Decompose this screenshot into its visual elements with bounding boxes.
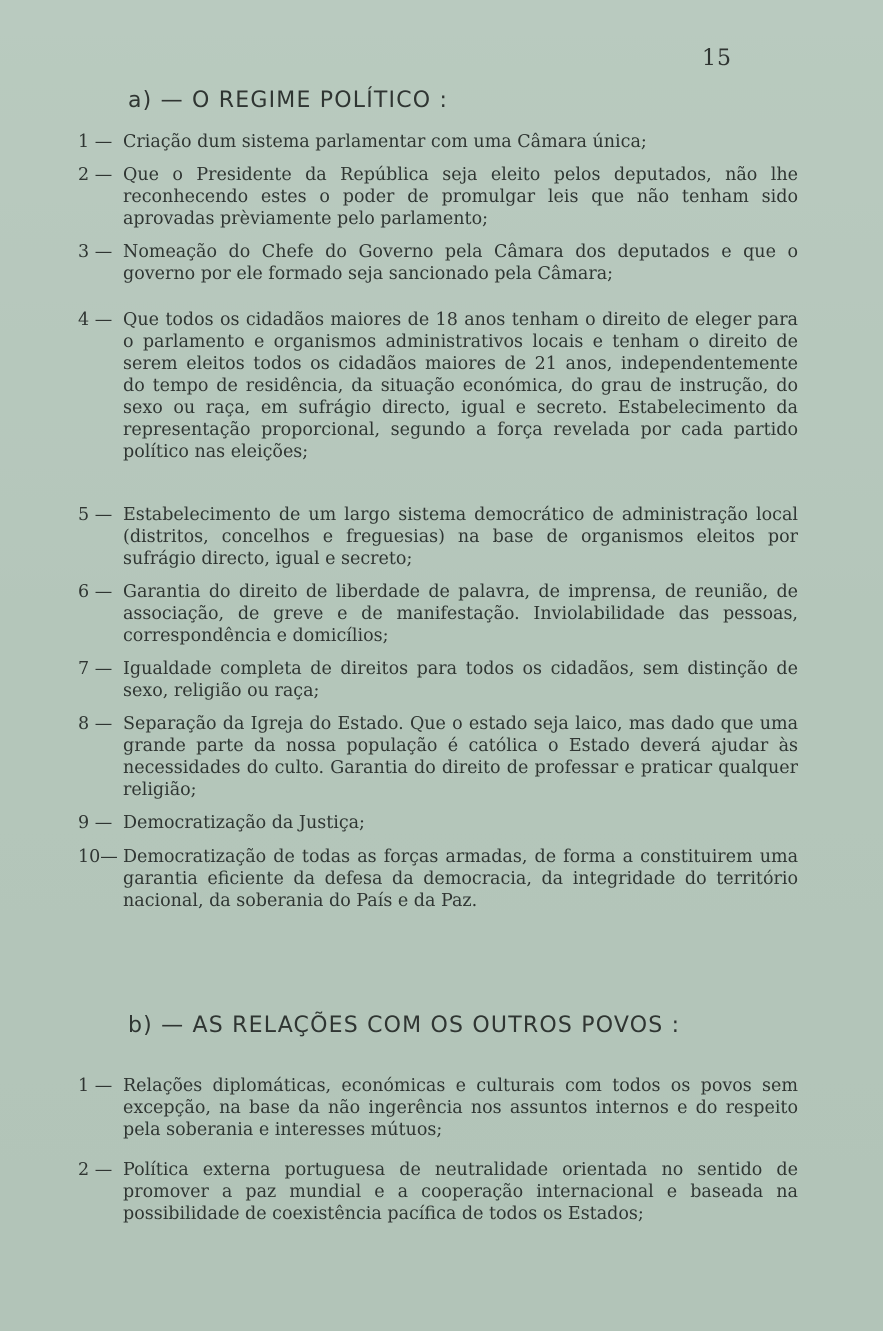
item-text: Que todos os cidadãos maiores de 18 anos tenham o direito de eleger para o parlamento e organismos administrativos locais e tenham o direito de serem eleitos todos os cidadãos maiores de 21 anos, independentemente do tempo de residência, da situação económica, do grau de instrução, do sexo ou raça, em sufrágio directo, igual e secreto. Estabelecimento da representação proporcional, segundo a força revelada por cada partido político nas eleições; bbox=[123, 310, 798, 462]
regime-politico-list bbox=[78, 131, 798, 912]
list-item bbox=[78, 1075, 798, 1159]
list-item bbox=[78, 812, 798, 846]
list-item bbox=[78, 581, 798, 658]
item-text: Criação dum sistema parlamentar com uma Câmara única; bbox=[123, 132, 647, 152]
item-number: 10— bbox=[78, 847, 118, 867]
item-text: Garantia do direito de liberdade de palavra, de imprensa, de reunião, de associação, de greve e de manifestação. Inviolabilidade das pessoas, correspondência e domicílios; bbox=[123, 582, 798, 646]
item-number: 1 — bbox=[78, 1076, 113, 1096]
item-number: 5 — bbox=[78, 505, 113, 525]
relacoes-outros-povos-list bbox=[78, 1075, 798, 1225]
page-number: 15 bbox=[702, 46, 732, 71]
list-item bbox=[78, 241, 798, 309]
item-text: Estabelecimento de um largo sistema democrático de administração local (distritos, concelhos e freguesias) na base de organismos eleitos por sufrágio directo, igual e secreto; bbox=[123, 505, 798, 569]
list-item bbox=[78, 309, 798, 504]
item-text: Democratização da Justiça; bbox=[123, 813, 365, 833]
item-number: 3 — bbox=[78, 242, 113, 262]
list-item bbox=[78, 131, 798, 164]
item-text: Que o Presidente da República seja eleito pelos deputados, não lhe reconhecendo estes o poder de promulgar leis que não tenham sido aprovadas prèviamente pelo parlamento; bbox=[123, 165, 798, 229]
list-item bbox=[78, 713, 798, 812]
item-number: 9 — bbox=[78, 813, 113, 833]
list-item bbox=[78, 504, 798, 581]
item-number: 4 — bbox=[78, 310, 113, 330]
list-item bbox=[78, 846, 798, 912]
list-item bbox=[78, 658, 798, 713]
item-number: 6 — bbox=[78, 582, 113, 602]
item-text: Política externa portuguesa de neutralidade orientada no sentido de promover a paz mundial e a cooperação internacional e baseada na possibilidade de coexistência pacífica de todos os Estados; bbox=[123, 1160, 798, 1224]
item-number: 1 — bbox=[78, 132, 113, 152]
item-number: 7 — bbox=[78, 659, 113, 679]
item-text: Nomeação do Chefe do Governo pela Câmara dos deputados e que o governo por ele formado seja sancionado pela Câmara; bbox=[123, 242, 798, 284]
item-text: Relações diplomáticas, económicas e culturais com todos os povos sem excepção, na base da não ingerência nos assuntos internos e do respeito pela soberania e interesses mútuos; bbox=[123, 1076, 798, 1140]
list-item bbox=[78, 164, 798, 241]
item-number: 8 — bbox=[78, 714, 113, 734]
section-heading-relacoes-outros-povos: b) — AS RELAÇÕES COM OS OUTROS POVOS : bbox=[128, 1013, 681, 1038]
item-text: Democratização de todas as forças armadas, de forma a constituirem uma garantia eficiente da defesa da democracia, da integridade do território nacional, da soberania do País e da Paz. bbox=[123, 847, 798, 911]
item-number: 2 — bbox=[78, 165, 113, 185]
item-text: Igualdade completa de direitos para todos os cidadãos, sem distinção de sexo, religião ou raça; bbox=[123, 659, 798, 701]
item-number: 2 — bbox=[78, 1160, 113, 1180]
section-heading-regime-politico: a) — O REGIME POLÍTICO : bbox=[128, 88, 449, 113]
item-text: Separação da Igreja do Estado. Que o estado seja laico, mas dado que uma grande parte da nossa população é católica o Estado deverá ajudar às necessidades do culto. Garantia do direito de professar e praticar qualquer religião; bbox=[123, 714, 798, 800]
list-item bbox=[78, 1159, 798, 1225]
